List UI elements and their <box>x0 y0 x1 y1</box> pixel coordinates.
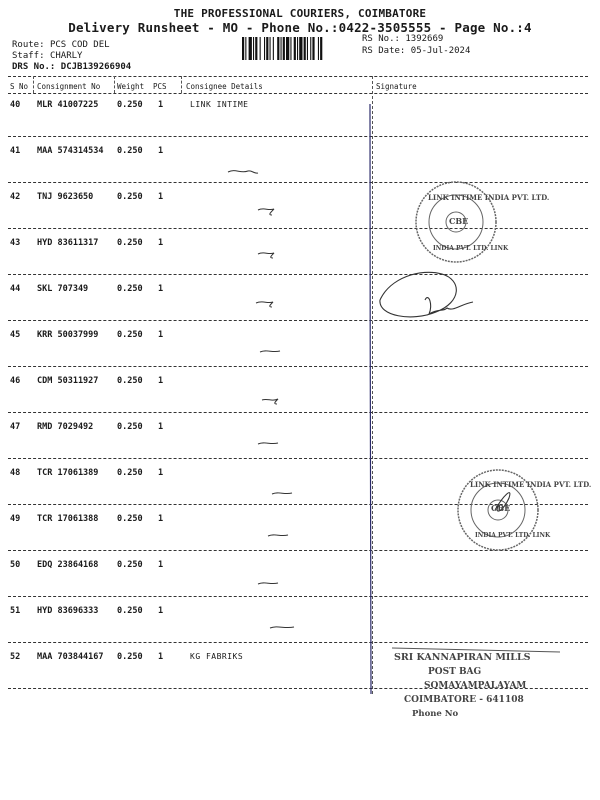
barcode-bar <box>249 37 252 60</box>
company-title: THE PROFESSIONAL COURIERS, COIMBATORE <box>173 7 427 20</box>
barcode-bar <box>281 37 282 60</box>
initial-mark-row-45 <box>260 351 280 352</box>
row-sno: 44 <box>10 284 21 294</box>
row-pcs: 1 <box>158 146 164 156</box>
row-weight: 0.250 <box>117 284 143 294</box>
barcode-bar <box>264 37 265 60</box>
barcode-bar <box>270 37 271 60</box>
barcode-bar <box>245 37 246 60</box>
barcode-bar <box>304 37 306 60</box>
barcode-bar <box>320 37 322 60</box>
row-weight: 0.250 <box>117 238 143 248</box>
staff-label: Staff: <box>12 51 45 61</box>
barcode-bar <box>253 37 254 60</box>
stamp-lower-text: LINK INTIME INDIA PVT. LTD. <box>470 480 592 489</box>
margin-pen-line <box>370 104 371 694</box>
row-pcs: 1 <box>158 100 164 110</box>
row-divider <box>8 550 588 551</box>
stamp-upper-center: CBE <box>449 216 469 226</box>
barcode-bar <box>286 37 289 60</box>
row-pcs: 1 <box>158 560 164 570</box>
col-head-consignee: Consignee Details <box>186 82 263 91</box>
barcode-bar <box>310 37 311 60</box>
row-consignment-no: HYD 83611317 <box>37 238 99 248</box>
row-sno: 46 <box>10 376 21 386</box>
row-weight: 0.250 <box>117 422 143 432</box>
barcode <box>242 37 354 60</box>
initial-mark-row-48 <box>272 493 292 494</box>
row-pcs: 1 <box>158 284 164 294</box>
row-weight: 0.250 <box>117 468 143 478</box>
row-consignment-no: TNJ 9623650 <box>37 192 94 202</box>
row-weight: 0.250 <box>117 146 143 156</box>
row-pcs: 1 <box>158 238 164 248</box>
col-head-weight: Weight <box>117 82 145 91</box>
stamp-locality: SOMAYAMPALAYAM <box>424 681 527 691</box>
signature-col-divider <box>372 76 373 694</box>
row-weight: 0.250 <box>117 652 143 662</box>
barcode-bar <box>260 37 261 60</box>
rs-date-line <box>362 46 470 57</box>
row-sno: 49 <box>10 514 21 524</box>
barcode-bar <box>266 37 268 60</box>
header-bottom-rule <box>8 93 588 94</box>
initial-mark-row-44 <box>256 302 273 307</box>
initial-mark-row-49 <box>268 535 288 536</box>
barcode-bar <box>290 37 291 60</box>
drs-value: DCJB139266904 <box>60 62 132 72</box>
col-head-consignment: Consignment No <box>37 82 101 91</box>
row-sno: 45 <box>10 330 21 340</box>
header-top-rule <box>8 76 588 77</box>
row-divider <box>8 596 588 597</box>
row-consignment-no: KRR 50037999 <box>37 330 99 340</box>
barcode-bar <box>307 37 308 60</box>
initial-mark-row-42 <box>258 209 274 215</box>
staff-value: CHARLY <box>49 51 83 61</box>
row-weight: 0.250 <box>117 192 143 202</box>
barcode-bar <box>255 37 257 60</box>
row-pcs: 1 <box>158 514 164 524</box>
stamp-lower-center: CBE <box>491 503 511 513</box>
row-consignment-no: TCR 17061388 <box>37 514 99 524</box>
row-sno: 43 <box>10 238 21 248</box>
row-sno: 47 <box>10 422 21 432</box>
initial-mark-row-43 <box>258 253 274 258</box>
initial-mark-row-51 <box>270 627 294 628</box>
row-consignment-no: SKL 707349 <box>37 284 89 294</box>
row-sno: 51 <box>10 606 21 616</box>
row-weight: 0.250 <box>117 606 143 616</box>
row-pcs: 1 <box>158 376 164 386</box>
row-consignment-no: HYD 83696333 <box>37 606 99 616</box>
runsheet-subtitle: Delivery Runsheet - MO - Phone No.:0422-3505555 - Page No.:4 <box>68 20 532 35</box>
row-consignment-no: TCR 17061389 <box>37 468 99 478</box>
barcode-bar <box>297 37 298 60</box>
row-weight: 0.250 <box>117 560 143 570</box>
stamp-company-name: SRI KANNAPIRAN MILLS <box>394 652 531 663</box>
row-weight: 0.250 <box>117 330 143 340</box>
initial-mark-row-50 <box>258 583 278 584</box>
row-pcs: 1 <box>158 330 164 340</box>
stamp-upper-text: LINK INTIME INDIA PVT. LTD. <box>428 193 550 202</box>
drs-label: DRS No.: <box>12 62 56 72</box>
barcode-bar <box>318 37 319 60</box>
stamp-post-bag: POST BAG <box>428 667 482 677</box>
row-pcs: 1 <box>158 468 164 478</box>
drs-line <box>12 62 131 73</box>
barcode-bar <box>242 37 244 60</box>
row-consignment-no: MAA 703844167 <box>37 652 104 662</box>
initial-mark-row-41 <box>228 171 258 174</box>
initial-mark-row-47 <box>258 443 278 444</box>
stamp-city: COIMBATORE - 641108 <box>404 695 524 705</box>
row-consignee: LINK INTIME <box>190 100 249 109</box>
staff-line <box>12 51 82 62</box>
row-consignment-no: RMD 7029492 <box>37 422 94 432</box>
stamp-upper-lower-text: INDIA PVT. LTD. LINK <box>433 245 509 252</box>
col-head-sno: S No <box>10 82 29 91</box>
col-head-pcs: PCS <box>153 82 167 91</box>
row-consignee: KG FABRIKS <box>190 652 244 661</box>
row-weight: 0.250 <box>117 376 143 386</box>
col-divider <box>181 76 182 93</box>
rs-date-label: RS Date: <box>362 46 406 56</box>
rs-no-label: RS No.: <box>362 34 400 44</box>
route-line <box>12 40 110 51</box>
barcode-bar <box>277 37 279 60</box>
row-divider <box>8 412 588 413</box>
row-divider <box>8 228 588 229</box>
route-value: PCS COD DEL <box>49 40 110 50</box>
row-divider <box>8 366 588 367</box>
barcode-bar <box>273 37 274 60</box>
signature-row-44 <box>380 272 473 317</box>
row-divider <box>8 642 588 643</box>
row-sno: 41 <box>10 146 21 156</box>
col-divider <box>114 76 115 93</box>
row-pcs: 1 <box>158 652 164 662</box>
row-divider <box>8 458 588 459</box>
rs-no-line <box>362 34 443 45</box>
initial-mark-row-46 <box>262 399 278 404</box>
row-consignment-no: CDM 50311927 <box>37 376 99 386</box>
row-divider <box>8 274 588 275</box>
row-sno: 50 <box>10 560 21 570</box>
row-weight: 0.250 <box>117 100 143 110</box>
row-sno: 42 <box>10 192 21 202</box>
stamp-lower-lower-text: INDIA PVT. LTD. LINK <box>475 532 551 539</box>
row-sno: 48 <box>10 468 21 478</box>
row-sno: 40 <box>10 100 21 110</box>
barcode-bar <box>283 37 285 60</box>
row-pcs: 1 <box>158 422 164 432</box>
barcode-bar <box>299 37 302 60</box>
barcode-bar <box>312 37 314 60</box>
stamp-phone: Phone No <box>412 709 459 719</box>
col-head-signature: Signature <box>376 82 417 91</box>
col-divider <box>33 76 34 93</box>
row-consignment-no: MLR 41007225 <box>37 100 99 110</box>
rs-no-value: 1392669 <box>405 34 444 44</box>
row-divider <box>8 136 588 137</box>
row-divider <box>8 182 588 183</box>
row-sno: 52 <box>10 652 21 662</box>
row-pcs: 1 <box>158 606 164 616</box>
row-pcs: 1 <box>158 192 164 202</box>
route-label: Route: <box>12 40 45 50</box>
row-consignment-no: MAA 574314534 <box>37 146 104 156</box>
row-consignment-no: EDQ 23864168 <box>37 560 99 570</box>
rs-date-value: 05-Jul-2024 <box>410 46 471 56</box>
row-weight: 0.250 <box>117 514 143 524</box>
row-divider <box>8 320 588 321</box>
barcode-bar <box>294 37 296 60</box>
